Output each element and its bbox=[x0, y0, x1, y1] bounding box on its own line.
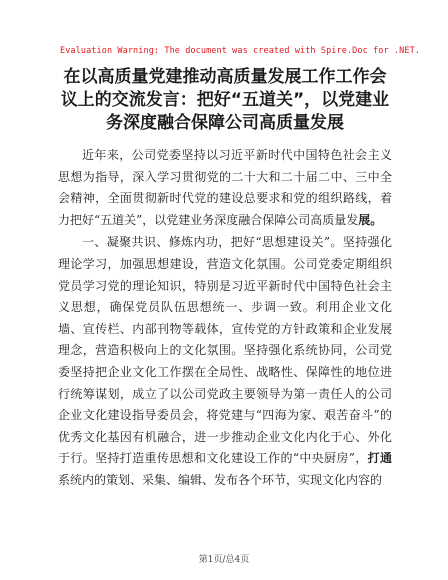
evaluation-warning: Evaluation Warning: The document was created with Spire.Doc for .NET. bbox=[60, 46, 421, 56]
paragraph-section-one-bold: 打通 bbox=[367, 451, 392, 466]
paragraph-section-one-text: 一、凝聚共识、修炼内功，把好“思想建设关”。坚持强化理论学习，加强思想建设，营造文化氛围。公司党委定期组织党员学习党的理论知识，特别是习近平新时代中国特色社会主义思想，确保党员队伍思想统一、步调一致。利用企业文化墙、宣传栏、内部刊物等载体，宣传党的方针政策和企业发展理念，营造积极向上的文化氛围。坚持强化系统协同，公司党委坚持把企业文化工作摆在全局性、战略性、保障性的地位进行统筹谋划，成立了以公司党政主要领导为第一责任人的公司企业文化建设指导委员会，将党建与“四海为家、艰苦奋斗”的优秀文化基因有机融合，进一步推动企业文化内化于心、外化于行。坚持打造重传思想和文化建设工作的“中央厨房”， bbox=[58, 235, 392, 466]
paragraph-section-one bbox=[58, 232, 392, 491]
document-title: 在以高质量党建推动高质量发展工作工作会议上的交流发言：把好“五道关”，以党建业务深度融合保障公司高质量发展 bbox=[60, 67, 390, 133]
paragraph-section-one-continuation: 系统内的策划、采集、编辑、发布各个环节，实现文化内容的 bbox=[58, 472, 383, 487]
paragraph-intro bbox=[58, 145, 392, 231]
page-footer: 第1页/总4页 bbox=[198, 555, 250, 565]
paragraph-intro-text: 近年来，公司党委坚持以习近平新时代中国特色社会主义思想为指导，深入学习贯彻党的二十大和二十届二中、三中全会精神，全面贯彻新时代党的建设总要求和党的组织路线，着力把好“五道关”，以党建业务深度融合保障公司高质量发 bbox=[58, 148, 392, 227]
paragraph-intro-bold: 展。 bbox=[358, 212, 383, 227]
document-body bbox=[58, 145, 392, 493]
